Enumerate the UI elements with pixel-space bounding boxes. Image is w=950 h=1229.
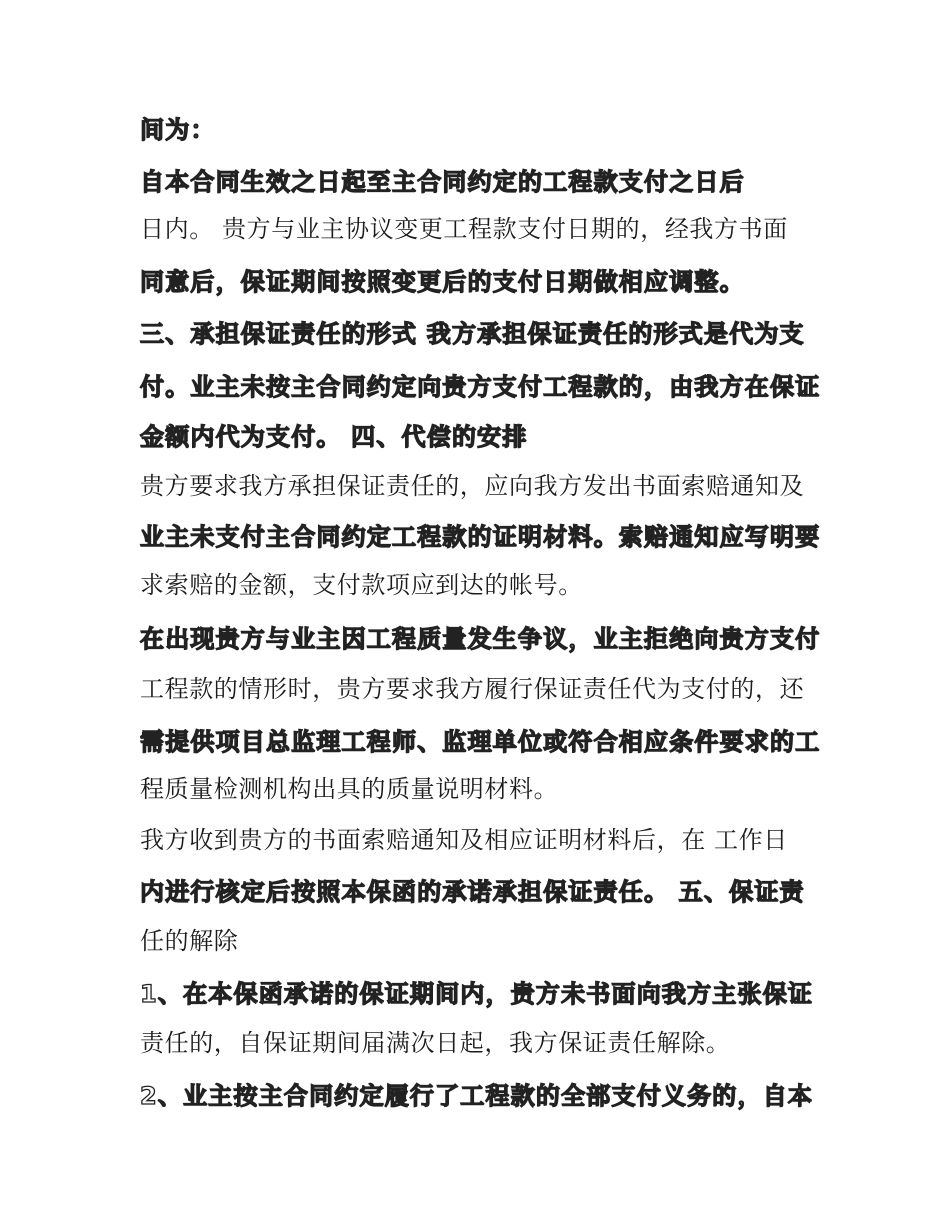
text-line-20: 2、业主按主合同约定履行了工程款的全部支付义务的，自本 [140,1082,814,1110]
text-line-16: 内进行核定后按照本保函的承诺承担保证责任。 五、保证责 [140,878,805,906]
text-line-7: 金额内代为支付。 四、代偿的安排 [140,423,528,451]
text-line-8: 贵方要求我方承担保证责任的，应向我方发出书面索赔通知及 [140,472,805,500]
text-line-3: 日内。 贵方与业主协议变更工程款支付日期的，经我方书面 [140,215,788,243]
text-line-6: 付。业主未按主合同约定向贵方支付工程款的，由我方在保证 [140,373,821,401]
text-line-13: 需提供项目总监理工程师、监理单位或符合相应条件要求的工 [140,728,821,756]
text-line-19: 责任的，自保证期间届满次日起，我方保证责任解除。 [140,1029,731,1057]
text-line-15: 我方收到贵方的书面索赔通知及相应证明材料后，在 工作日 [140,826,788,854]
text-line-14: 程质量检测机构出具的质量说明材料。 [140,775,559,803]
text-line-5: 三、承担保证责任的形式 我方承担保证责任的形式是代为支 [140,320,805,348]
text-line-11: 在出现贵方与业主因工程质量发生争议，业主拒绝向贵方支付 [140,625,821,653]
text-line-12: 工程款的情形时，贵方要求我方履行保证责任代为支付的，还 [140,675,805,703]
text-line-17: 任的解除 [140,927,239,955]
text-line-9: 业主未支付主合同约定工程款的证明材料。索赔通知应写明要 [140,523,821,551]
text-line-10: 求索赔的金额，支付款项应到达的帐号。 [140,571,583,599]
text-line-4: 同意后，保证期间按照变更后的支付日期做相应调整。 [140,268,745,296]
text-line-18: 1、在本保函承诺的保证期间内，贵方未书面向我方主张保证 [140,980,814,1008]
text-line-1: 间为： [140,116,216,144]
text-line-2: 自本合同生效之日起至主合同约定的工程款支付之日后 [140,168,745,196]
